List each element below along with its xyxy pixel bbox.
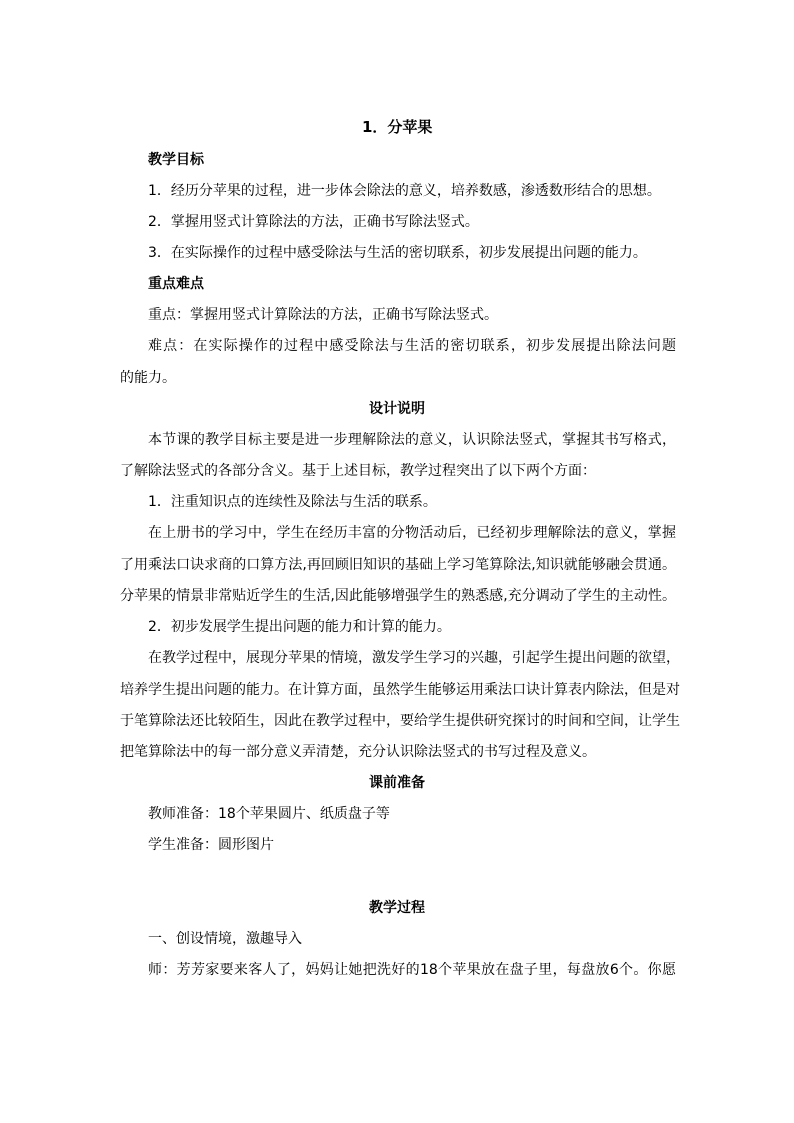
design-point-2-line-4: 把笔算除法中的每一部分意义弄清楚，充分认识除法竖式的书写过程及意义。: [120, 744, 596, 760]
goal-item-1: 1．经历分苹果的过程，进一步体会除法的意义，培养数感，渗透数形结合的思想。: [148, 183, 661, 199]
key-point-difficulty-line-1: 难点：在实际操作的过程中感受除法与生活的密切联系，初步发展提出除法问题: [148, 338, 676, 354]
section-heading-prep: 课前准备: [369, 775, 425, 791]
design-intro-line-1: 本节课的教学目标主要是进一步理解除法的意义，认识除法竖式，掌握其书写格式，: [148, 432, 676, 448]
design-point-1-title: 1．注重知识点的连续性及除法与生活的联系。: [148, 494, 437, 510]
section-heading-design: 设计说明: [369, 401, 425, 417]
prep-student: 学生准备：圆形图片: [148, 837, 274, 853]
section-heading-goals: 教学目标: [148, 152, 204, 168]
goal-item-3: 3．在实际操作的过程中感受除法与生活的密切联系，初步发展提出问题的能力。: [148, 245, 647, 261]
design-point-1-line-3: 分苹果的情景非常贴近学生的生活,因此能够增强学生的熟悉感,充分调动了学生的主动性。: [120, 588, 676, 604]
section-heading-key-points: 重点难点: [148, 276, 204, 292]
page-title: 1．分苹果: [362, 118, 433, 136]
design-point-2-line-1: 在教学过程中，展现分苹果的情境，激发学生学习的兴趣，引起学生提出问题的欲望，: [148, 650, 680, 666]
process-dialogue-line-1: 师：芳芳家要来客人了，妈妈让她把洗好的18个苹果放在盘子里，每盘放6个。你愿: [148, 962, 676, 978]
design-point-1-line-1: 在上册书的学习中，学生在经历丰富的分物活动后，已经初步理解除法的意义，掌握: [148, 525, 676, 541]
process-step-1: 一、创设情境，激趣导入: [148, 931, 302, 947]
key-point-focus: 重点：掌握用竖式计算除法的方法，正确书写除法竖式。: [148, 307, 498, 323]
design-point-2-line-3: 于笔算除法还比较陌生，因此在教学过程中，要给学生提供研究探讨的时间和空间，让学生: [120, 713, 680, 729]
prep-teacher: 教师准备：18个苹果圆片、纸质盘子等: [148, 806, 390, 822]
section-heading-process: 教学过程: [369, 900, 425, 916]
design-point-2-title: 2．初步发展学生提出问题的能力和计算的能力。: [148, 619, 451, 635]
design-point-1-line-2: 了用乘法口诀求商的口算方法,再回顾旧知识的基础上学习笔算除法,知识就能够融会贯通。: [120, 557, 676, 573]
design-intro-line-2: 了解除法竖式的各部分含义。基于上述目标，教学过程突出了以下两个方面：: [120, 463, 596, 479]
goal-item-2: 2．掌握用竖式计算除法的方法，正确书写除法竖式。: [148, 214, 479, 230]
key-point-difficulty-line-2: 的能力。: [120, 370, 176, 386]
design-point-2-line-2: 培养学生提出问题的能力。在计算方面，虽然学生能够运用乘法口诀计算表内除法，但是对: [120, 682, 680, 698]
